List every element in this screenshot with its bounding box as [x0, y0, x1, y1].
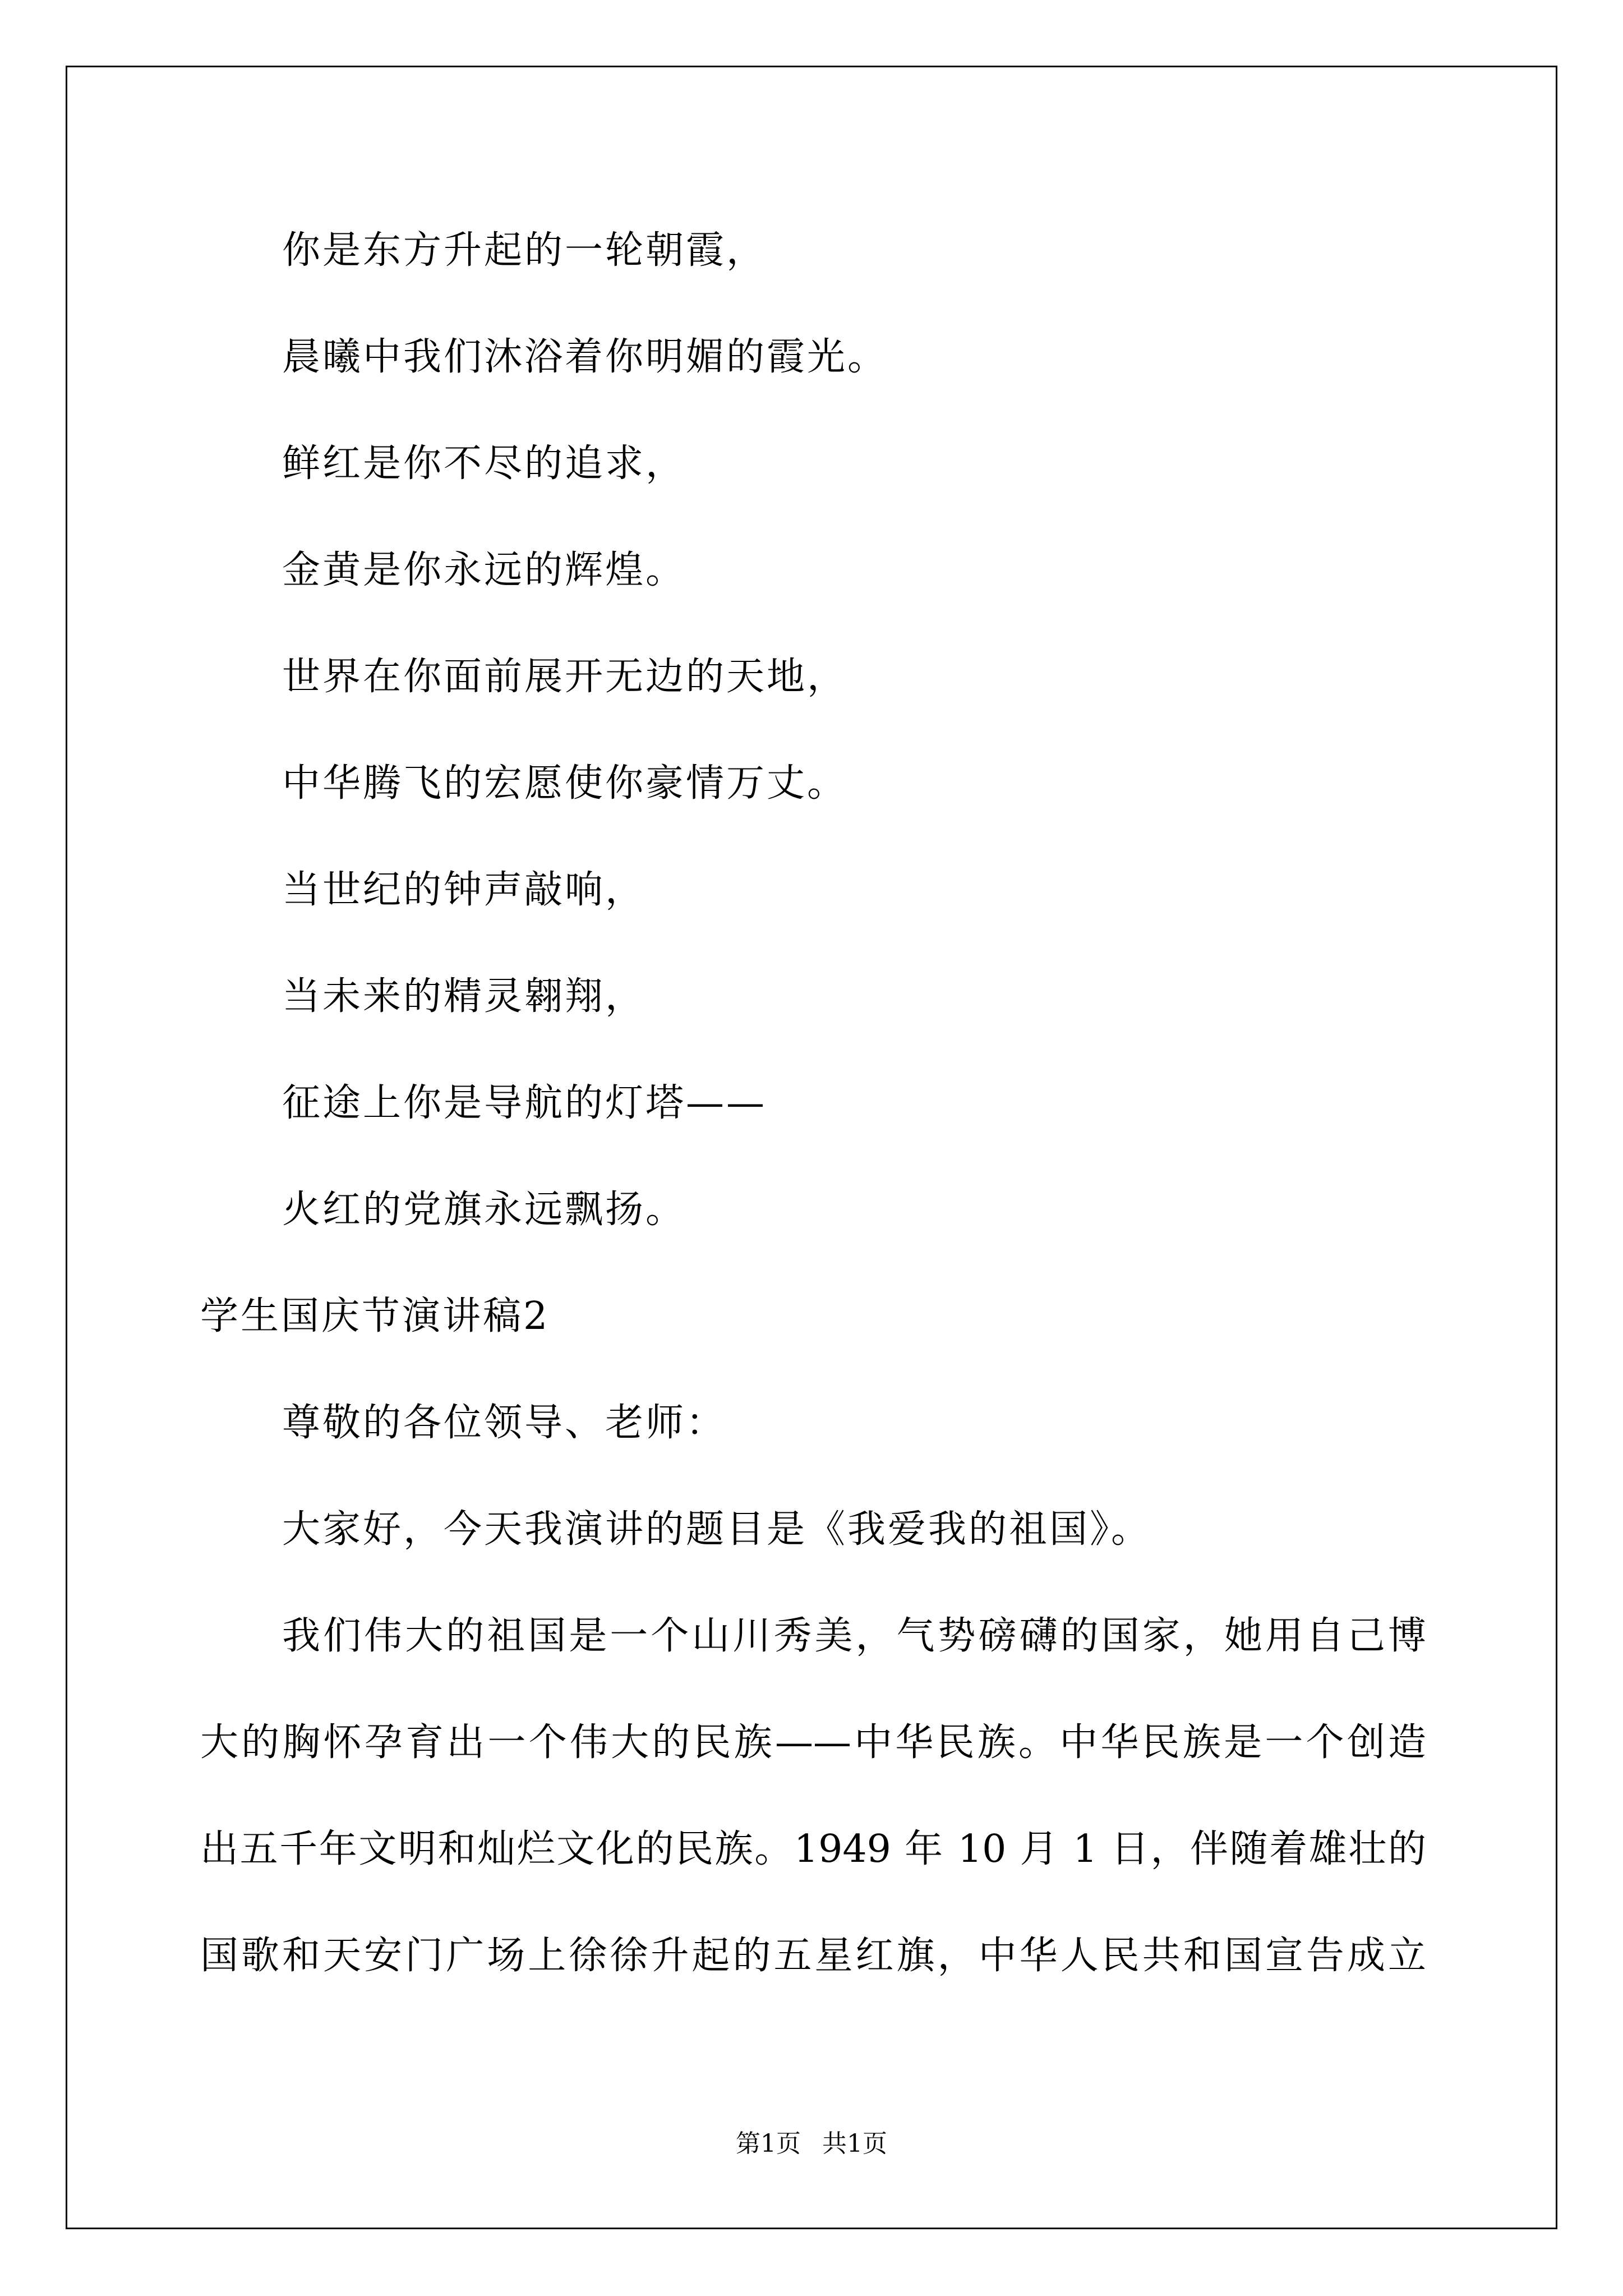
salutation: 尊敬的各位领导、老师：: [282, 1401, 727, 1445]
body-line: 我们伟大的祖国是一个山川秀美，气势磅礴的国家，她用自己博: [282, 1614, 1426, 1658]
body-line: 大的胸怀孕育出一个伟大的民族——中华民族。中华民族是一个创造: [200, 1720, 1426, 1765]
poem-line: 你是东方升起的一轮朝霞，: [282, 228, 767, 273]
poem-line: 火红的党旗永远飘扬。: [282, 1188, 686, 1232]
poem-line: 鲜红是你不尽的追求，: [282, 441, 686, 486]
poem-line: 当未来的精灵翱翔，: [282, 974, 646, 1019]
poem-line: 当世纪的钟声敲响，: [282, 868, 646, 912]
page-number: 第1页: [736, 2129, 801, 2158]
section-title: 学生国庆节演讲稿2: [200, 1294, 550, 1338]
page-footer: [0, 2128, 1623, 2160]
greeting: 大家好，今天我演讲的题目是《我爱我的祖国》。: [282, 1507, 1152, 1552]
body-line: 出五千年文明和灿烂文化的民族。1949 年 10 月 1 日，伴随着雄壮的: [200, 1827, 1426, 1871]
poem-line: 中华腾飞的宏愿使你豪情万丈。: [282, 761, 848, 806]
page-border: [66, 66, 1557, 2229]
poem-line: 晨曦中我们沐浴着你明媚的霞光。: [282, 335, 888, 379]
poem-line: 征途上你是导航的灯塔——: [282, 1081, 767, 1125]
poem-line: 金黄是你永远的辉煌。: [282, 548, 686, 592]
body-line: 国歌和天安门广场上徐徐升起的五星红旗，中华人民共和国宣告成立: [200, 1934, 1426, 1978]
poem-line: 世界在你面前展开无边的天地，: [282, 655, 848, 699]
page-total: 共1页: [822, 2129, 887, 2158]
